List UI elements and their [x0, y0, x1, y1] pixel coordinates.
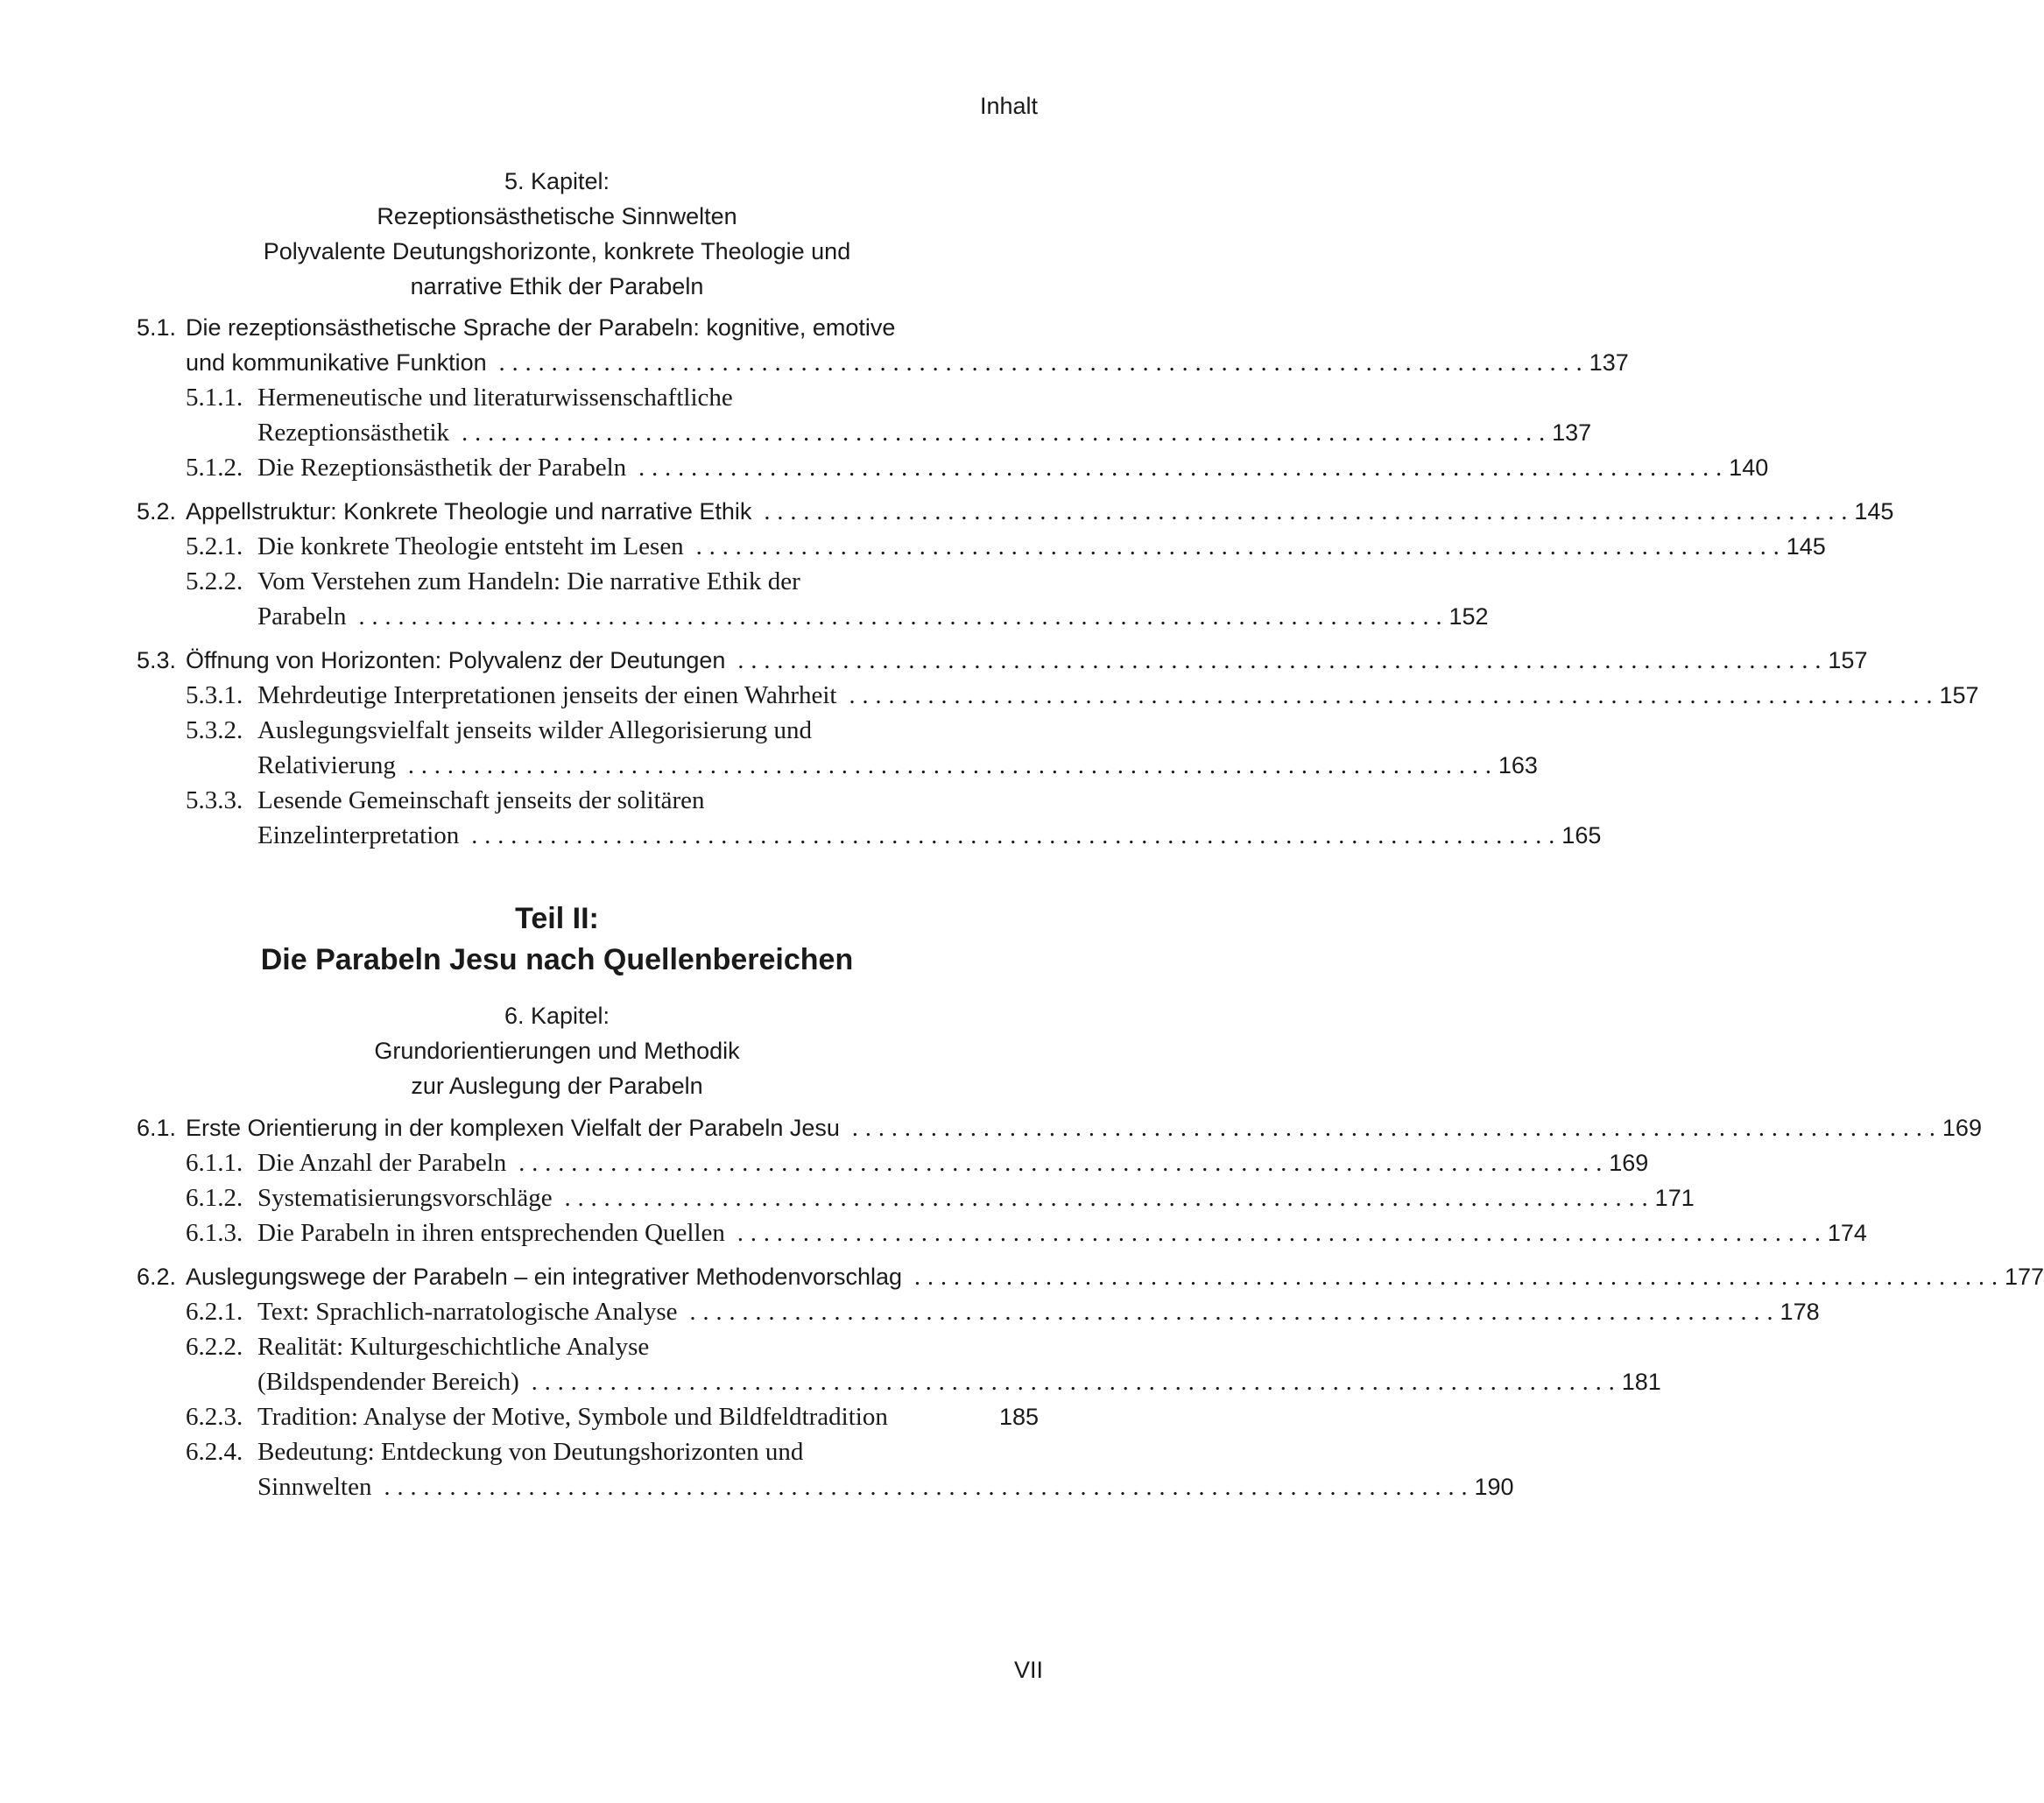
page-number: 185 — [998, 1404, 1039, 1430]
page-number: 177 — [2005, 1264, 2044, 1290]
toc-entry-5-1[interactable] — [137, 310, 1629, 380]
dot-leader: ................................................................................... — [737, 647, 1829, 674]
toc-entry-5-2-2[interactable] — [137, 564, 1489, 634]
toc-entry-6-1-1[interactable] — [137, 1145, 1649, 1180]
entry-title: Hermeneutische und literaturwissenschaftliche — [257, 384, 733, 412]
chapter-title: Grundorientierungen und Methodik — [374, 1038, 740, 1064]
entry-title: Tradition: Analyse der Motive, Symbole und Bildfeldtradition — [257, 1403, 888, 1431]
entry-title: Text: Sprachlich-narratologische Analyse — [257, 1298, 678, 1326]
dot-leader: ................................................................................... — [462, 419, 1553, 447]
entry-title: Einzelinterpretation — [257, 821, 460, 849]
entry-number: 5.3.3. — [186, 786, 243, 814]
entry-number: 5.3.1. — [186, 681, 243, 709]
entry-title: Öffnung von Horizonten: Polyvalenz der Deutungen — [186, 647, 726, 673]
page-number: 137 — [1552, 419, 1592, 446]
entry-number: 6.2.2. — [186, 1333, 243, 1361]
page-number: 169 — [1942, 1115, 1982, 1141]
entry-number: 6.2.3. — [186, 1403, 243, 1431]
dot-leader: ................................................................................... — [407, 752, 1498, 779]
toc-entry-5-2-1[interactable] — [137, 529, 1826, 564]
chapter-label: 5. Kapitel: — [504, 168, 610, 194]
page-number: 145 — [1786, 533, 1826, 560]
dot-leader: ................................................................................... — [384, 1474, 1475, 1501]
page-number: 171 — [1654, 1185, 1695, 1211]
entry-title: Die konkrete Theologie entsteht im Lesen — [257, 532, 684, 560]
chapter-title: Rezeptionsästhetische Sinnwelten — [377, 203, 737, 229]
chapter-subtitle: narrative Ethik der Parabeln — [410, 273, 704, 299]
page-number: 140 — [1729, 454, 1769, 481]
entry-number: 5.3.2. — [186, 716, 243, 744]
toc-entry-6-2-2[interactable] — [137, 1329, 1661, 1399]
page-number: 163 — [1498, 752, 1538, 778]
page-number: 165 — [1561, 822, 1602, 849]
toc-entry-6-1-3[interactable] — [137, 1215, 1867, 1250]
entry-title: Die Anzahl der Parabeln — [257, 1149, 507, 1177]
toc-entry-6-2[interactable] — [137, 1259, 2044, 1294]
page-number: 157 — [1939, 682, 1979, 708]
entry-number: 5.2.2. — [186, 567, 243, 595]
dot-leader: ................................................................................... — [498, 349, 1589, 377]
part-label: Teil II: — [515, 902, 599, 935]
dot-leader: ................................................................................... — [638, 454, 1730, 482]
page-number: 152 — [1448, 603, 1489, 630]
entry-title: Bedeutung: Entdeckung von Deutungshorizonten und — [257, 1438, 804, 1466]
page-number: 169 — [1609, 1150, 1649, 1176]
page-folio: VII — [1013, 1657, 1043, 1683]
entry-title: Auslegungswege der Parabeln – ein integrativer Methodenvorschlag — [186, 1264, 903, 1290]
dot-leader: ................................................................................... — [531, 1369, 1622, 1396]
dot-leader: ................................................................................... — [564, 1185, 1655, 1212]
dot-leader: ................................................................................... — [737, 1220, 1828, 1247]
dot-leader: ................................................................................... — [358, 603, 1449, 630]
entry-title: Sinnwelten — [257, 1473, 372, 1501]
entry-title: Erste Orientierung in der komplexen Vielfalt der Parabeln Jesu — [186, 1115, 840, 1141]
entry-number: 5.1. — [137, 314, 177, 341]
entry-number: 6.1.2. — [186, 1184, 243, 1212]
entry-title: Appellstruktur: Konkrete Theologie und narrative Ethik — [186, 498, 752, 525]
page-number: 137 — [1589, 349, 1629, 376]
entry-number: 5.1.1. — [186, 384, 243, 412]
chapter-5-heading — [137, 164, 977, 304]
toc-entry-6-2-3[interactable] — [137, 1399, 1039, 1434]
part-title: Die Parabeln Jesu nach Quellenbereichen — [260, 943, 854, 976]
page-number: 157 — [1828, 647, 1868, 673]
page-number: 145 — [1854, 498, 1894, 525]
entry-number: 6.2.1. — [186, 1298, 243, 1326]
page-number: 174 — [1827, 1220, 1867, 1246]
toc-entry-5-1-2[interactable] — [137, 450, 1769, 485]
entry-number: 5.2.1. — [186, 532, 243, 560]
dot-leader: ................................................................................... — [518, 1150, 1610, 1177]
dot-leader: ................................................................................... — [471, 822, 1562, 849]
part-2-heading — [137, 898, 977, 981]
entry-title: (Bildspendender Bereich) — [257, 1368, 519, 1396]
entry-title: Realität: Kulturgeschichtliche Analyse — [257, 1333, 650, 1361]
chapter-6-heading — [137, 998, 977, 1103]
entry-title: Mehrdeutige Interpretationen jenseits der einen Wahrheit — [257, 681, 837, 709]
toc-entry-5-1-1[interactable] — [137, 380, 1592, 450]
toc-entry-5-2[interactable] — [137, 494, 1894, 529]
page-number: 181 — [1621, 1369, 1661, 1395]
page-number: 178 — [1780, 1299, 1820, 1325]
page-number: 190 — [1474, 1474, 1514, 1500]
dot-leader: ................................................................................... — [914, 1264, 2005, 1291]
toc-entry-5-3-3[interactable] — [137, 783, 1602, 853]
entry-title: Systematisierungsvorschläge — [257, 1184, 553, 1212]
running-head: Inhalt — [979, 93, 1038, 119]
entry-title: Lesende Gemeinschaft jenseits der solitären — [257, 786, 705, 814]
entry-title: Die Parabeln in ihren entsprechenden Quellen — [257, 1219, 725, 1247]
entry-title: Auslegungsvielfalt jenseits wilder Allegorisierung und — [257, 716, 813, 744]
chapter-label: 6. Kapitel: — [504, 1003, 610, 1029]
entry-number: 5.3. — [137, 647, 177, 673]
entry-number: 5.2. — [137, 498, 177, 525]
toc-entry-5-3-2[interactable] — [137, 713, 1538, 783]
toc-entry-6-2-4[interactable] — [137, 1434, 1514, 1504]
entry-title: Parabeln — [257, 602, 347, 630]
dot-leader: ................................................................................... — [851, 1115, 1942, 1142]
toc-entry-6-2-1[interactable] — [137, 1294, 1820, 1329]
entry-number: 6.2. — [137, 1264, 177, 1290]
entry-number: 6.1.1. — [186, 1149, 243, 1177]
entry-title: Vom Verstehen zum Handeln: Die narrative Ethik der — [257, 567, 800, 595]
entry-number: 6.1.3. — [186, 1219, 243, 1247]
toc-entry-5-3[interactable] — [137, 643, 1868, 678]
entry-number: 5.1.2. — [186, 454, 243, 482]
chapter-subtitle: zur Auslegung der Parabeln — [411, 1073, 703, 1099]
dot-leader: ................................................................................... — [689, 1299, 1780, 1326]
entry-title: Die rezeptionsästhetische Sprache der Parabeln: kognitive, emotive — [186, 314, 896, 341]
chapter-subtitle: Polyvalente Deutungshorizonte, konkrete Theologie und — [263, 238, 851, 264]
entry-title: Die Rezeptionsästhetik der Parabeln — [257, 454, 627, 482]
entry-title: und kommunikative Funktion — [186, 349, 487, 376]
entry-title: Relativierung — [257, 751, 396, 779]
toc-entry-6-1[interactable] — [137, 1110, 1982, 1145]
entry-number: 6.2.4. — [186, 1438, 243, 1466]
dot-leader: ................................................................................... — [764, 498, 1855, 525]
toc-entry-5-3-1[interactable] — [137, 678, 1979, 713]
toc-entry-6-1-2[interactable] — [137, 1180, 1695, 1215]
dot-leader: ................................................................................... — [695, 533, 1787, 560]
dot-leader: ................................................................................... — [849, 682, 1940, 709]
entry-title: Rezeptionsästhetik — [257, 419, 450, 447]
entry-number: 6.1. — [137, 1115, 177, 1141]
